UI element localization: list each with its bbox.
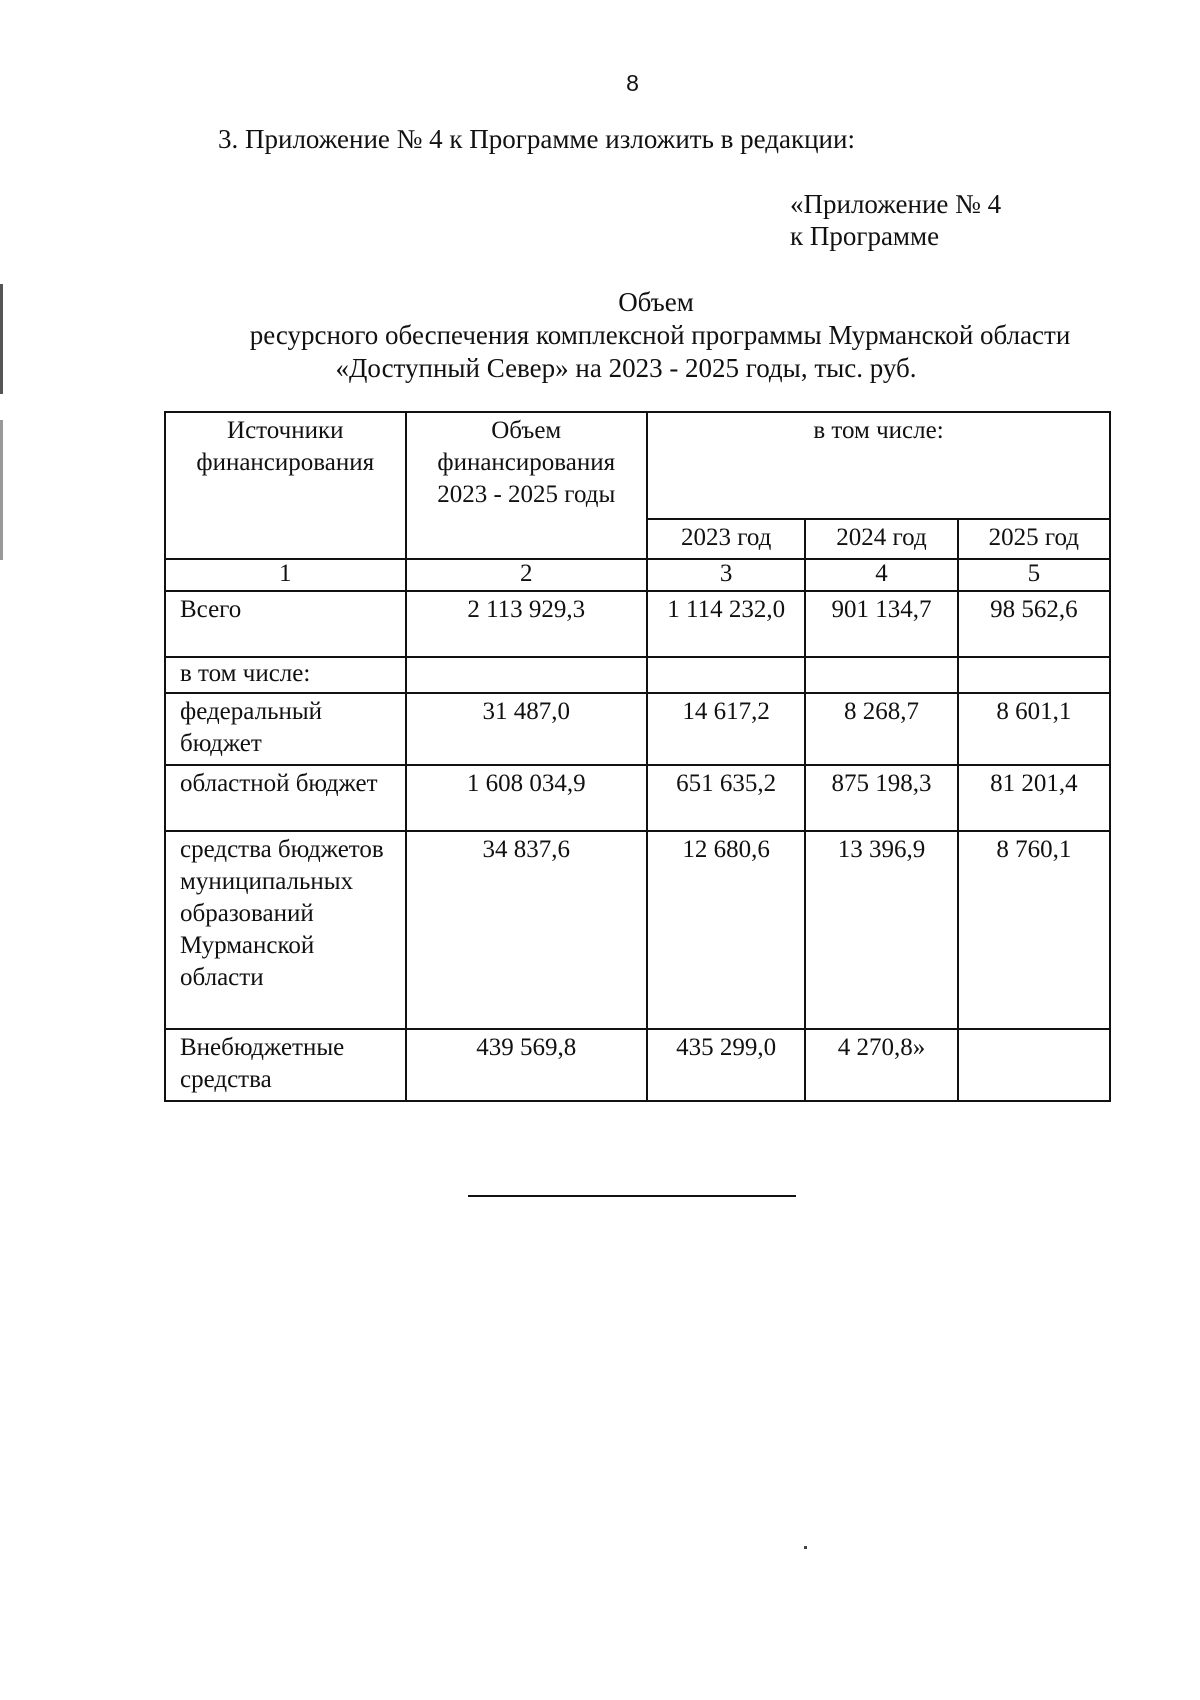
scan-edge-mark bbox=[0, 284, 3, 394]
table-row bbox=[165, 657, 1110, 693]
row-source: Всего bbox=[165, 591, 406, 657]
header-year-2023: 2023 год bbox=[647, 519, 805, 559]
table-row bbox=[165, 831, 1110, 1029]
document-title bbox=[200, 286, 1120, 385]
row-total: 439 569,8 bbox=[406, 1029, 648, 1101]
row-2025 bbox=[958, 1029, 1110, 1101]
row-2025: 8 760,1 bbox=[958, 831, 1110, 1029]
row-2024: 4 270,8» bbox=[805, 1029, 957, 1101]
row-2023: 14 617,2 bbox=[647, 693, 805, 765]
row-2023: 1 114 232,0 bbox=[647, 591, 805, 657]
row-2024: 13 396,9 bbox=[805, 831, 957, 1029]
table-row bbox=[165, 765, 1110, 831]
row-2025: 81 201,4 bbox=[958, 765, 1110, 831]
row-2023: 435 299,0 bbox=[647, 1029, 805, 1101]
row-total: 2 113 929,3 bbox=[406, 591, 648, 657]
column-number-row bbox=[165, 559, 1110, 591]
row-2024 bbox=[805, 657, 957, 693]
row-source: в том числе: bbox=[165, 657, 406, 693]
row-2024: 901 134,7 bbox=[805, 591, 957, 657]
column-number: 4 bbox=[805, 559, 957, 591]
row-2023 bbox=[647, 657, 805, 693]
header-including: в том числе: bbox=[647, 412, 1110, 519]
instruction-text: 3. Приложение № 4 к Программе изложить в редакции: bbox=[218, 124, 855, 154]
column-number: 5 bbox=[958, 559, 1110, 591]
table-row bbox=[165, 693, 1110, 765]
header-year-2024: 2024 год bbox=[805, 519, 957, 559]
page-number: 8 bbox=[626, 70, 639, 96]
funding-table bbox=[164, 411, 1111, 1102]
title-line-3: «Доступный Север» на 2023 - 2025 годы, тыс. руб. bbox=[335, 353, 917, 383]
row-total: 31 487,0 bbox=[406, 693, 648, 765]
row-total bbox=[406, 657, 648, 693]
appendix-line-1: «Приложение № 4 bbox=[790, 189, 1002, 219]
column-number: 3 bbox=[647, 559, 805, 591]
appendix-line-2: к Программе bbox=[790, 221, 940, 251]
table-row bbox=[165, 591, 1110, 657]
scan-edge-mark bbox=[0, 420, 3, 560]
row-source: областной бюджет bbox=[165, 765, 406, 831]
row-2023: 651 635,2 bbox=[647, 765, 805, 831]
row-source: федеральный бюджет bbox=[165, 693, 406, 765]
row-source: Внебюджетные средства bbox=[165, 1029, 406, 1101]
row-total: 1 608 034,9 bbox=[406, 765, 648, 831]
title-line-2: ресурсного обеспечения комплексной программы Мурманской области bbox=[249, 320, 1071, 350]
row-2025: 8 601,1 bbox=[958, 693, 1110, 765]
closing-rule bbox=[468, 1195, 796, 1197]
row-total: 34 837,6 bbox=[406, 831, 648, 1029]
row-2025 bbox=[958, 657, 1110, 693]
header-source: Источники финансирования bbox=[165, 412, 406, 559]
row-2024: 875 198,3 bbox=[805, 765, 957, 831]
row-2025: 98 562,6 bbox=[958, 591, 1110, 657]
row-2024: 8 268,7 bbox=[805, 693, 957, 765]
column-number: 1 bbox=[165, 559, 406, 591]
header-year-2025: 2025 год bbox=[958, 519, 1110, 559]
table-row bbox=[165, 1029, 1110, 1101]
title-line-1: Объем bbox=[618, 287, 694, 317]
header-total: Объем финансирования 2023 - 2025 годы bbox=[406, 412, 648, 559]
scan-speck bbox=[804, 1546, 807, 1549]
row-2023: 12 680,6 bbox=[647, 831, 805, 1029]
column-number: 2 bbox=[406, 559, 648, 591]
row-source: средства бюджетов муниципальных образований Мурманской области bbox=[165, 831, 406, 1029]
appendix-label bbox=[790, 188, 1001, 252]
